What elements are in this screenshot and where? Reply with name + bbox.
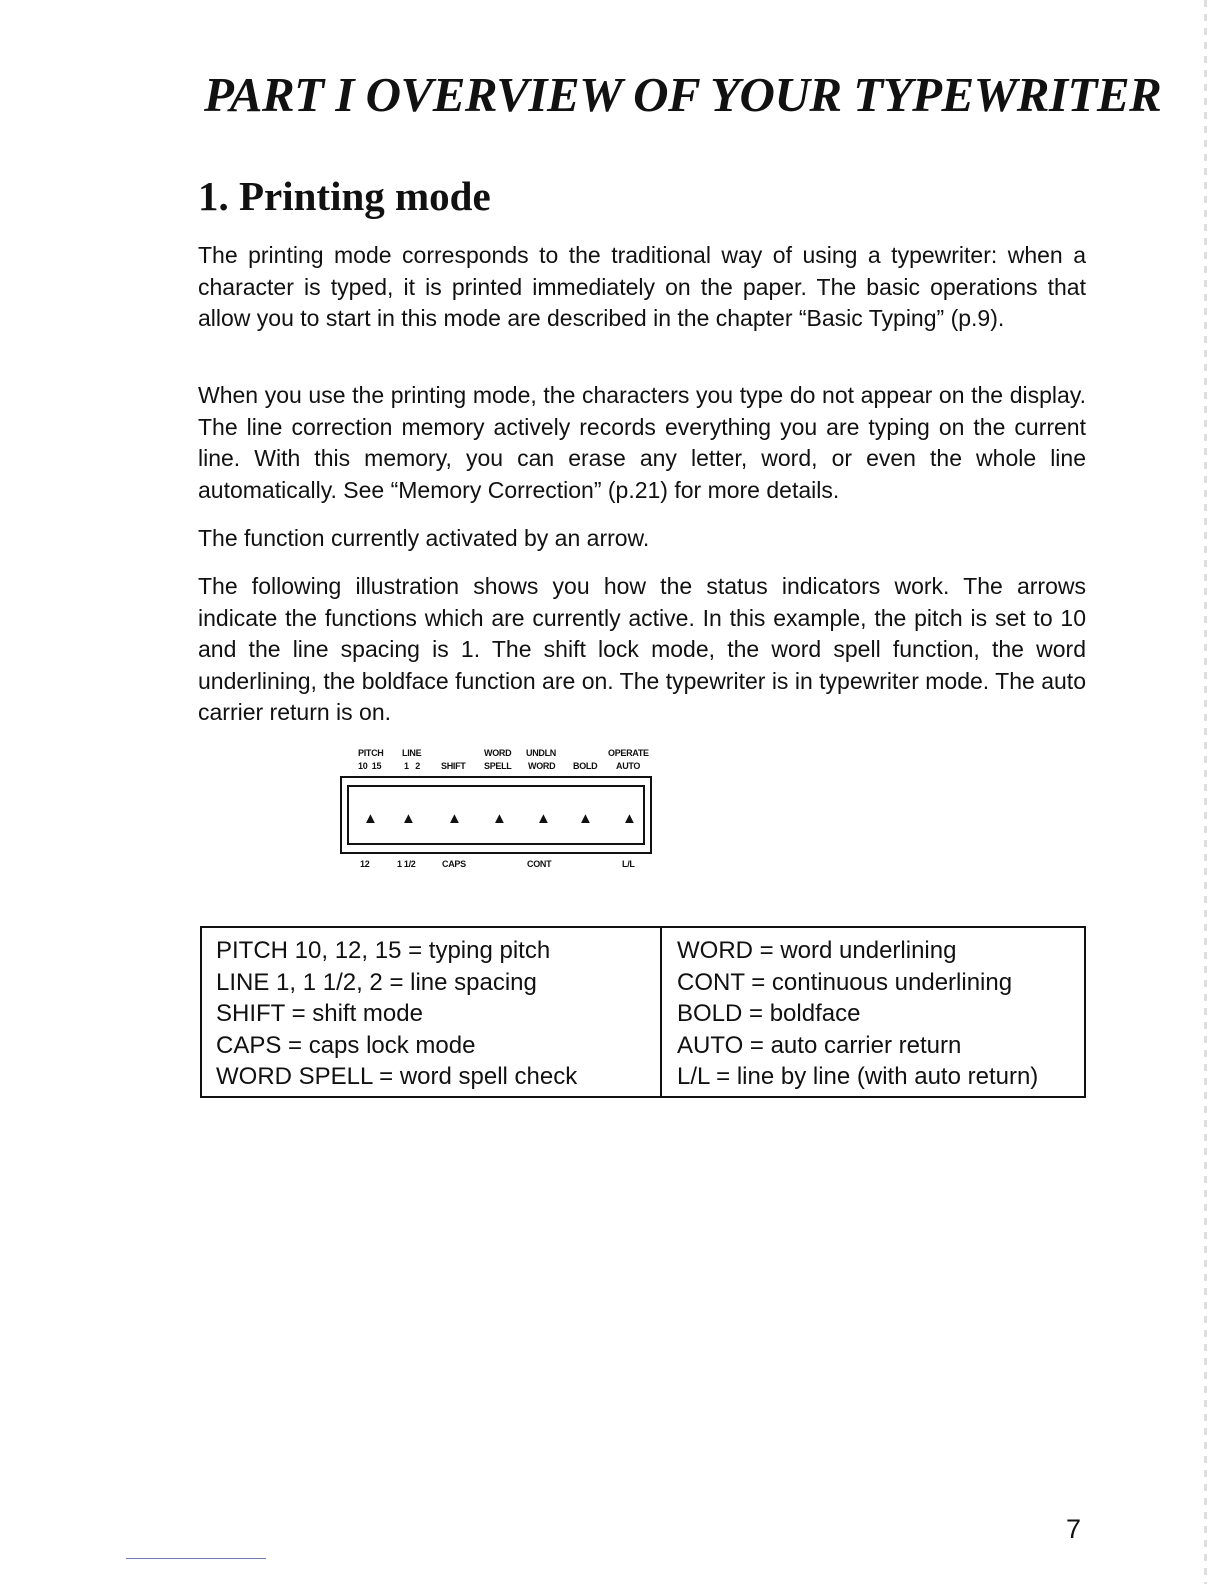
- label-shift: SHIFT: [441, 761, 466, 771]
- display-window: [347, 785, 645, 845]
- paragraph-line-correction-memory: When you use the printing mode, the characters you type do not appear on the display. The line correction memory actively records everything you are typing on the current line. With this memory, you can erase any letter, word, or even the whole line automatically. See “Memory Correction” (p.21) for more details.: [198, 382, 1086, 503]
- arrow-icon-word: ▲: [536, 810, 551, 827]
- margin-dotted-edge: [1204, 0, 1207, 1584]
- arrow-icon-shift: ▲: [447, 810, 462, 827]
- arrow-icon-line: ▲: [401, 810, 416, 827]
- legend-column-right: [662, 928, 1084, 1096]
- legend-item: WORD = word underlining: [677, 937, 957, 964]
- arrow-icon-spell: ▲: [492, 810, 507, 827]
- arrow-icon-pitch: ▲: [363, 810, 378, 827]
- label-word-top: WORD: [484, 748, 512, 758]
- label-cont: CONT: [527, 859, 552, 869]
- legend-table: [200, 926, 1086, 1098]
- paragraph-status-indicators: The following illustration shows you how the status indicators work. The arrows indicate the functions which are currently active. In this example, the pitch is set to 10 and the line spacing is 1. The shift lock mode, the word spell function, the word underlining, the boldface function are on. The typewriter is in typewriter mode. The auto carrier return is on.: [198, 573, 1086, 725]
- label-operate: OPERATE: [608, 748, 649, 758]
- label-pitch: PITCH: [358, 748, 384, 758]
- legend-item: PITCH 10, 12, 15 = typing pitch: [216, 937, 551, 964]
- legend-item: SHIFT = shift mode: [216, 1000, 423, 1028]
- label-pitch-values: 10 15: [358, 761, 382, 771]
- footer-rule: [126, 1558, 266, 1559]
- label-ll: L/L: [622, 859, 635, 869]
- label-line: LINE: [402, 748, 422, 758]
- label-bold: BOLD: [573, 761, 598, 771]
- page-number: 7: [1066, 1514, 1082, 1544]
- arrow-icon-auto: ▲: [622, 810, 637, 827]
- status-indicator-illustration: [340, 744, 660, 874]
- paragraph-printing-mode-intro: The printing mode corresponds to the traditional way of using a typewriter: when a character is typed, it is printed immediately on the paper. The basic operations that allow you to start in this mode are described in the chapter “Basic Typing” (p.9).: [198, 242, 1086, 331]
- section-title: 1. Printing mode: [198, 173, 491, 219]
- label-line-1-1-2: 1 1/2: [397, 859, 416, 869]
- label-pitch-12: 12: [360, 859, 370, 869]
- label-word: WORD: [528, 761, 556, 771]
- legend-item: CAPS = caps lock mode: [216, 1031, 476, 1059]
- legend-column-left: [202, 928, 662, 1096]
- legend-item: AUTO = auto carrier return: [677, 1031, 962, 1059]
- legend-item: LINE 1, 1 1/2, 2 = line spacing: [216, 968, 537, 996]
- label-line-values: 1 2: [404, 761, 421, 771]
- part-title: PART I OVERVIEW OF YOUR TYPEWRITER: [204, 67, 1162, 122]
- label-spell: SPELL: [484, 761, 512, 771]
- label-caps: CAPS: [442, 859, 466, 869]
- paragraph-active-function: The function currently activated by an arrow.: [198, 525, 650, 551]
- arrow-icon-bold: ▲: [578, 810, 593, 827]
- display-frame: [340, 776, 652, 854]
- legend-item: CONT = continuous underlining: [677, 968, 1013, 996]
- legend-item: BOLD = boldface: [677, 1000, 861, 1028]
- legend-item: L/L = line by line (with auto return): [677, 1063, 1039, 1091]
- legend-item: WORD SPELL = word spell check: [216, 1063, 578, 1091]
- label-undln: UNDLN: [526, 748, 556, 758]
- label-auto: AUTO: [616, 761, 641, 771]
